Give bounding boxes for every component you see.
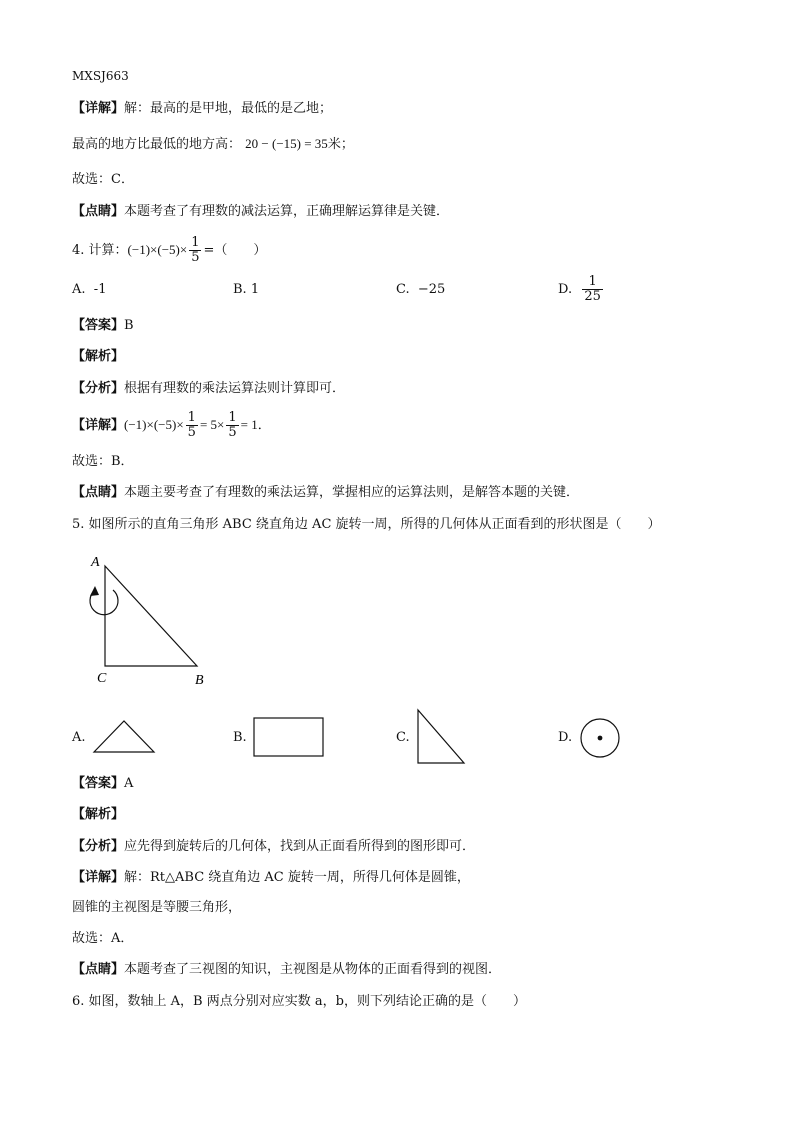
comment-text: 本题考查了三视图的知识，主视图是从物体的正面看得到的视图． [124, 962, 502, 977]
q5-option-a-label: A. [72, 730, 86, 745]
option-label: A. [72, 282, 86, 297]
option-label: C. [396, 282, 410, 297]
detail-end: = 1． [240, 417, 271, 432]
q4-detail [72, 410, 271, 441]
fraction-denominator: 5 [228, 425, 237, 440]
q4-analyze [72, 379, 345, 399]
q5-answer [72, 774, 133, 794]
q4-stem [72, 236, 266, 265]
answer-value: A [124, 776, 134, 791]
label-a: A [91, 555, 100, 570]
q3-choice: 故选：C． [72, 172, 134, 187]
answer-value: B [124, 318, 134, 333]
q3-difference [72, 134, 354, 155]
analyze-text: 应先得到旋转后的几何体，找到从正面看所得到的图形即可． [124, 839, 476, 854]
q4-option-c [396, 280, 445, 300]
option-a-triangle-icon [92, 718, 158, 756]
fraction-denominator: 5 [187, 425, 196, 440]
option-value: 1 [250, 282, 260, 297]
q5-option-b-label: B. [233, 730, 247, 745]
fraction-denominator: 5 [191, 250, 200, 265]
comment-tag: 【点睛】 [72, 485, 125, 500]
answer-tag: 【答案】 [72, 318, 125, 333]
detail-fraction-1 [186, 411, 198, 440]
option-value: −25 [417, 282, 446, 297]
difference-formula: 20 − (−15) = 35 [245, 136, 328, 151]
right-triangle-abc [105, 566, 197, 666]
comment-tag: 【点睛】 [72, 962, 125, 977]
label-b: B [195, 673, 204, 688]
fraction-numerator: 1 [582, 275, 603, 290]
detail-tag: 【详解】 [72, 101, 125, 116]
detail-tag: 【详解】 [72, 870, 125, 885]
comment-text: 本题考查了有理数的减法运算，正确理解运算律是关键． [124, 204, 450, 219]
q4-option-a [72, 280, 106, 300]
detail-tag: 【详解】 [72, 418, 125, 433]
stem-prefix: 4. 计算： [72, 243, 128, 258]
fraction-denominator: 25 [584, 289, 601, 304]
stem-fraction [189, 236, 201, 265]
option-label: D. [558, 282, 573, 297]
q4-option-b [233, 280, 259, 300]
comment-text: 本题主要考查了有理数的乘法运算，掌握相应的运算法则，是解答本题的关键． [124, 485, 580, 500]
q3-detail [72, 99, 332, 119]
option-fraction [582, 275, 603, 304]
q3-comment [72, 202, 449, 222]
q5-analysis-tag: 【解析】 [72, 807, 125, 822]
triangle-rotation-figure [80, 550, 220, 690]
detail-expression: (−1)×(−5)× [124, 417, 184, 432]
difference-text: 最高的地方比最低的地方高： [72, 137, 242, 152]
option-label: B. [233, 282, 247, 297]
q4-answer [72, 316, 134, 336]
arrow-head-icon [90, 586, 99, 596]
analyze-tag: 【分析】 [72, 839, 125, 854]
analyze-text: 根据有理数的乘法运算法则计算即可． [124, 381, 346, 396]
difference-unit: 米； [327, 137, 354, 152]
detail-middle: = 5× [199, 417, 225, 432]
label-c: C [97, 671, 107, 686]
detail-fraction-2 [226, 411, 238, 440]
q5-detail [72, 868, 470, 888]
q4-choice: 故选：B． [72, 454, 134, 469]
option-b-rectangle-icon [252, 716, 326, 758]
document-code: MXSJ663 [72, 69, 129, 83]
detail-text: 解：最高的是甲地，最低的是乙地； [124, 101, 333, 116]
q5-comment [72, 960, 501, 980]
option-c-right-triangle-icon [414, 708, 468, 766]
option-d-circle-dot-icon [578, 716, 622, 760]
fraction-numerator: 1 [187, 410, 196, 425]
q5-analyze [72, 837, 475, 857]
analyze-tag: 【分析】 [72, 381, 125, 396]
q5-detail-2: 圆锥的主视图是等腰三角形， [72, 900, 242, 915]
q5-stem: 5. 如图所示的直角三角形 ABC 绕直角边 AC 旋转一周，所得的几何体从正面看到的形状图是（ ） [72, 517, 661, 532]
fraction-numerator: 1 [191, 235, 200, 250]
stem-suffix: =（ ） [203, 243, 267, 258]
stem-expression: (−1)×(−5)× [127, 242, 188, 257]
q5-choice: 故选：A． [72, 931, 134, 946]
q5-option-c-label: C. [396, 730, 410, 745]
q4-option-d [558, 270, 605, 310]
q4-comment [72, 483, 579, 503]
detail-text: 解：Rt△ABC 绕直角边 AC 旋转一周，所得几何体是圆锥， [124, 870, 470, 885]
comment-tag: 【点睛】 [72, 204, 125, 219]
fraction-numerator: 1 [228, 410, 237, 425]
q4-analysis-tag: 【解析】 [72, 349, 125, 364]
option-value: -1 [93, 282, 107, 297]
answer-tag: 【答案】 [72, 776, 125, 791]
q5-option-d-label: D. [558, 730, 573, 745]
q6-stem: 6. 如图，数轴上 A，B 两点分别对应实数 a，b，则下列结论正确的是（ ） [72, 994, 526, 1009]
